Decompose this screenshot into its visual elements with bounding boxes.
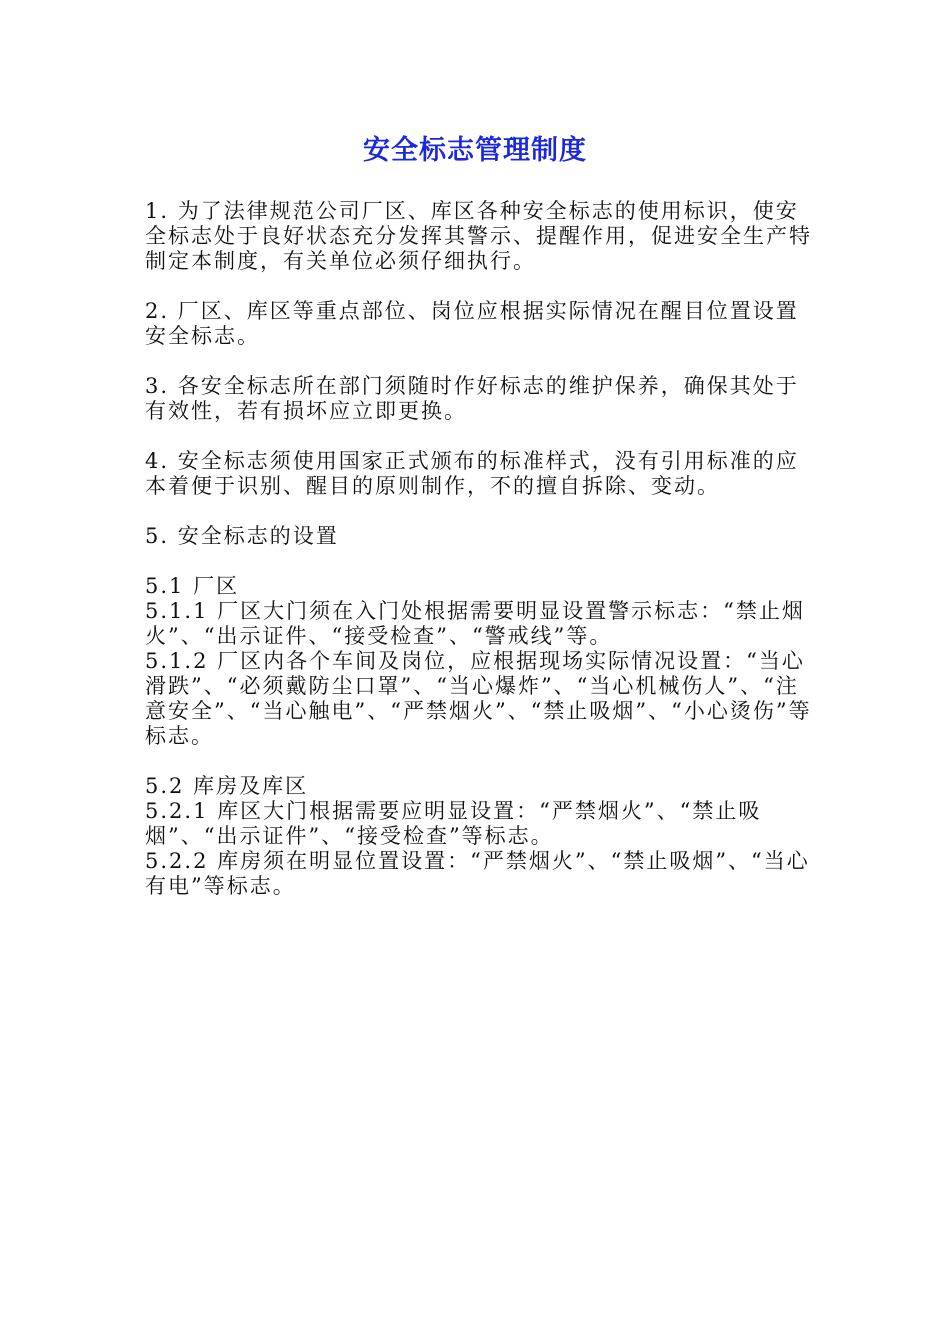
paragraph-3: 3. 各安全标志所在部门须随时作好标志的维护保养，确保其处于有效性，若有损坏应立即更换。 xyxy=(145,374,799,423)
paragraph-1: 1. 为了法律规范公司厂区、库区各种安全标志的使用标识，使安全标志处于良好状态充分发挥其警示、提醒作用，促进安全生产特制定本制度，有关单位必须仔细执行。 xyxy=(145,199,812,273)
item-5-1-1: 5.1.1 厂区大门须在入门处根据需要明显设置警示标志：“禁止烟火”、“出示证件、“接受检查”、“警戒线”等。 xyxy=(145,599,805,648)
section-5-2-heading: 5.2 库房及库区 xyxy=(145,774,309,798)
item-5-1-2: 5.1.2 厂区内各个车间及岗位，应根据现场实际情况设置：“当心滑跌”、“必须戴防尘口罩”、“当心爆炸”、“当心机械伤人”、“注意安全”、“当心触电”、“严禁烟火”、“禁止吸烟”、“小心烫伤”等标志。 xyxy=(145,649,812,748)
paragraph-2: 2. 厂区、库区等重点部位、岗位应根据实际情况在醒目位置设置安全标志。 xyxy=(145,299,799,348)
document-body xyxy=(145,199,813,924)
document-title: 安全标志管理制度 xyxy=(363,135,587,166)
section-5-1-heading: 5.1 厂区 xyxy=(145,574,240,598)
paragraph-4: 4. 安全标志须使用国家正式颁布的标准样式，没有引用标准的应本着便于识别、醒目的原则制作，不的擅自拆除、变动。 xyxy=(145,449,799,498)
item-5-2-2: 5.2.2 库房须在明显位置设置：“严禁烟火”、“禁止吸烟”、“当心有电”等标志。 xyxy=(145,849,810,898)
section-5-1 xyxy=(145,574,813,749)
section-5-2 xyxy=(145,774,813,899)
paragraph-5: 5. 安全标志的设置 xyxy=(145,524,339,548)
item-5-2-1: 5.2.1 库区大门根据需要应明显设置：“严禁烟火”、“禁止吸烟”、“出示证件”、“接受检查”等标志。 xyxy=(145,799,762,848)
